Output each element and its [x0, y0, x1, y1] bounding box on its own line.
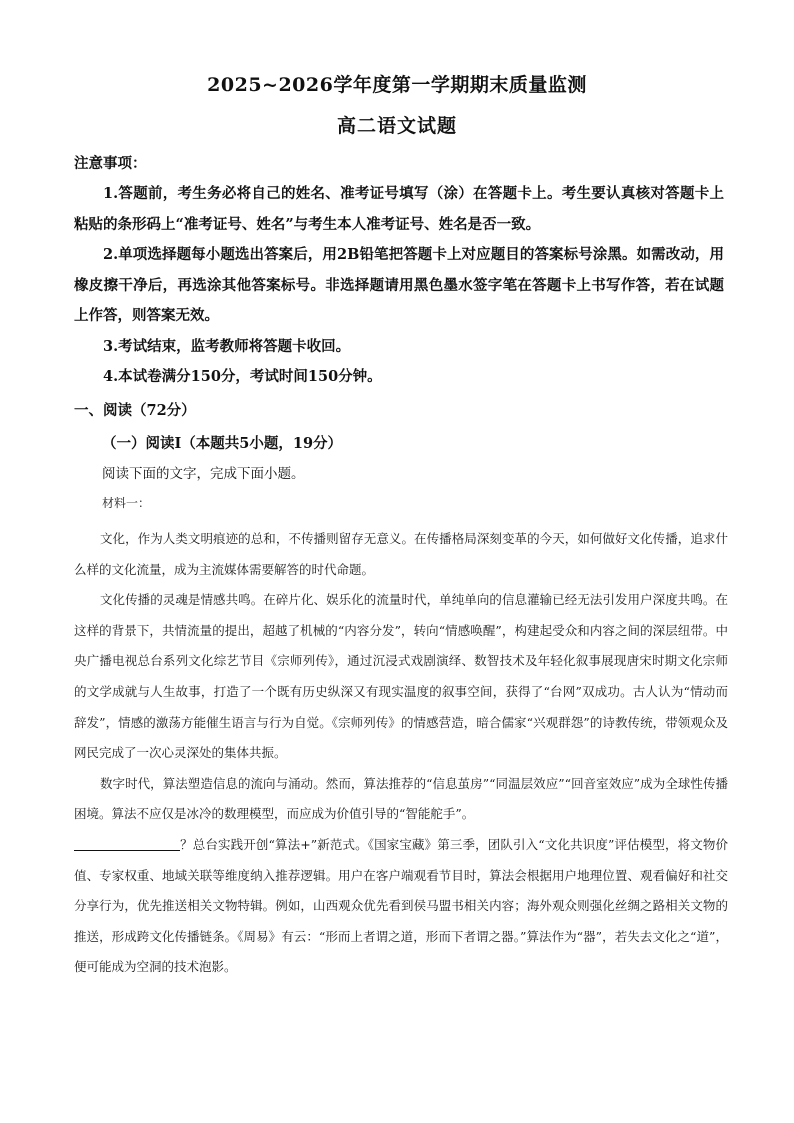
reading-instruction: 阅读下面的文字，完成下面小题。	[102, 466, 305, 482]
passage-text: 数字时代，算法塑造信息的流向与涌动。然而，算法推荐的“信息茧房”“同温层效应”“回音室效应”成为全球性传播困境。算法不应仅是冰冷的数理模型，而应成为价值引导的“智能舵手”。	[74, 775, 728, 822]
notice-item: 3.考试结束，监考教师将答题卡收回。	[103, 337, 351, 355]
section-heading: 一、阅读（72分）	[74, 402, 196, 419]
fill-in-blank	[74, 836, 180, 851]
passage-paragraph	[74, 769, 728, 983]
passage-text: ？总台实践开创“算法+”新范式。《国家宝藏》第三季，团队引入“文化共识度”评估模型，将文物价值、专家权重、地域关联等维度纳入推荐逻辑。用户在客户端观看节目时，算法会根据用户地理位置、观看偏好和社交分享行为，优先推送相关文物特辑。例如，山西观众优先看到侯马盟书相关内容；海外观众则强化丝绸之路相关文物的推送，形成跨文化传播链条。《周易》有云：“形而上者谓之道，形而下者谓之器。”算法作为“器”，若失去文化之“道”，便可能成为空洞的技术泡影。	[74, 836, 728, 975]
material-label: 材料一：	[102, 496, 151, 510]
notice-item: 4.本试卷满分150分，考试时间150分钟。	[103, 368, 382, 385]
notice-heading: 注意事项：	[74, 155, 147, 172]
notice-item: 1.答题前，考生务必将自己的姓名、准考证号填写（涂）在答题卡上。考生要认真核对答题卡上粘贴的条形码上“准考证号、姓名”与考生本人准考证号、姓名是否一致。	[74, 185, 724, 233]
exam-title: 2025~2026学年度第一学期期末质量监测	[207, 74, 587, 96]
exam-subtitle: 高二语文试题	[336, 115, 457, 137]
notice-item: 2.单项选择题每小题选出答案后，用2B铅笔把答题卡上对应题目的答案标号涂黑。如需改动，用橡皮擦干净后，再选涂其他答案标号。非选择题请用黑色墨水签字笔在答题卡上书写作答，若在试题上作答，则答案无效。	[74, 246, 724, 324]
section-subheading: （一）阅读Ⅰ（本题共5小题，19分）	[102, 435, 343, 452]
passage-paragraph: 文化，作为人类文明痕迹的总和，不传播则留存无意义。在传播格局深刻变革的今天，如何做好文化传播，追求什么样的文化流量，成为主流媒体需要解答的时代命题。	[74, 531, 728, 577]
reading-passage	[74, 524, 728, 983]
passage-paragraph: 文化传播的灵魂是情感共鸣。在碎片化、娱乐化的流量时代，单纯单向的信息灌输已经无法引发用户深度共鸣。在这样的背景下，共情流量的提出，超越了机械的“内容分发”，转向“情感唤醒”，构建起受众和内容之间的深层纽带。中央广播电视总台系列文化综艺节目《宗师列传》，通过沉浸式戏剧演绎、数智技术及年轻化叙事展现唐宋时期文化宗师的文学成就与人生故事，打造了一个既有历史纵深又有现实温度的叙事空间，获得了“台网”双成功。古人认为“情动而辞发”，情感的激荡方能催生语言与行为自觉。《宗师列传》的情感营造，暗合儒家“兴观群怨”的诗教传统，带领观众及网民完成了一次心灵深处的集体共振。	[74, 592, 728, 761]
notice-list	[74, 179, 724, 393]
